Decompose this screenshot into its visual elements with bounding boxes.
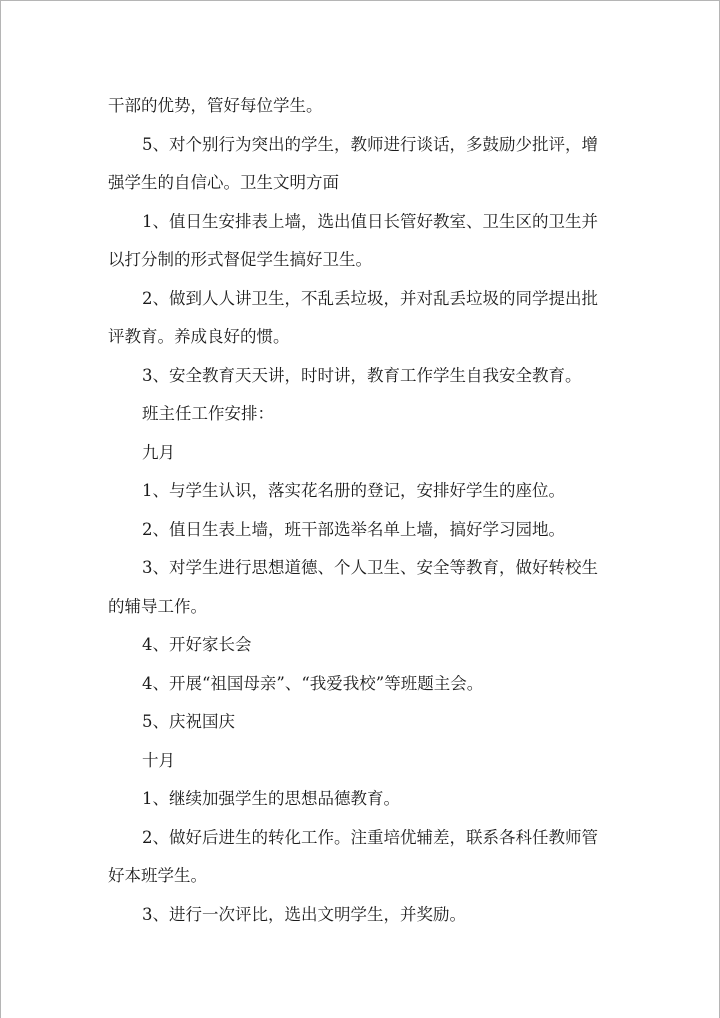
- text-line: 九月: [142, 442, 175, 462]
- text-line: 2、值日生表上墙，班干部选举名单上墙，搞好学习园地。: [142, 519, 565, 539]
- text-line: 好本班学生。: [108, 866, 207, 885]
- text-line: 干部的优势，管好每位学生。: [108, 96, 323, 115]
- text-line: 评教育。养成良好的惯。: [108, 327, 290, 346]
- text-line: 3、安全教育天天讲，时时讲，教育工作学生自我安全教育。: [142, 365, 582, 385]
- text-line: 1、继续加强学生的思想品德教育。: [142, 789, 400, 808]
- text-line: 3、进行一次评比，选出文明学生，并奖励。: [142, 904, 466, 924]
- text-line: 5、庆祝国庆: [142, 712, 235, 731]
- text-line: 强学生的自信心。卫生文明方面: [108, 173, 339, 192]
- text-line: 以打分制的形式督促学生搞好卫生。: [108, 250, 372, 269]
- text-line: 2、做好后进生的转化工作。注重培优辅差，联系各科任教师管: [142, 827, 598, 847]
- document-body: [108, 87, 618, 934]
- text-line: 1、值日生安排表上墙，选出值日长管好教室、卫生区的卫生并: [142, 211, 598, 231]
- text-line: 的辅导工作。: [108, 596, 207, 616]
- text-line: 十月: [142, 750, 175, 770]
- text-line: 5、对个别行为突出的学生，教师进行谈话，多鼓励少批评，增: [142, 134, 598, 154]
- text-line: 班主任工作安排：: [142, 404, 274, 423]
- text-line: 2、做到人人讲卫生，不乱丢垃圾，并对乱丢垃圾的同学提出批: [142, 288, 598, 308]
- text-line: 4、开展“祖国母亲”、“我爱我校”等班题主会。: [142, 673, 484, 693]
- text-line: 1、与学生认识，落实花名册的登记，安排好学生的座位。: [142, 481, 565, 500]
- text-line: 4、开好家长会: [142, 635, 252, 654]
- text-line: 3、对学生进行思想道德、个人卫生、安全等教育，做好转校生: [142, 558, 598, 577]
